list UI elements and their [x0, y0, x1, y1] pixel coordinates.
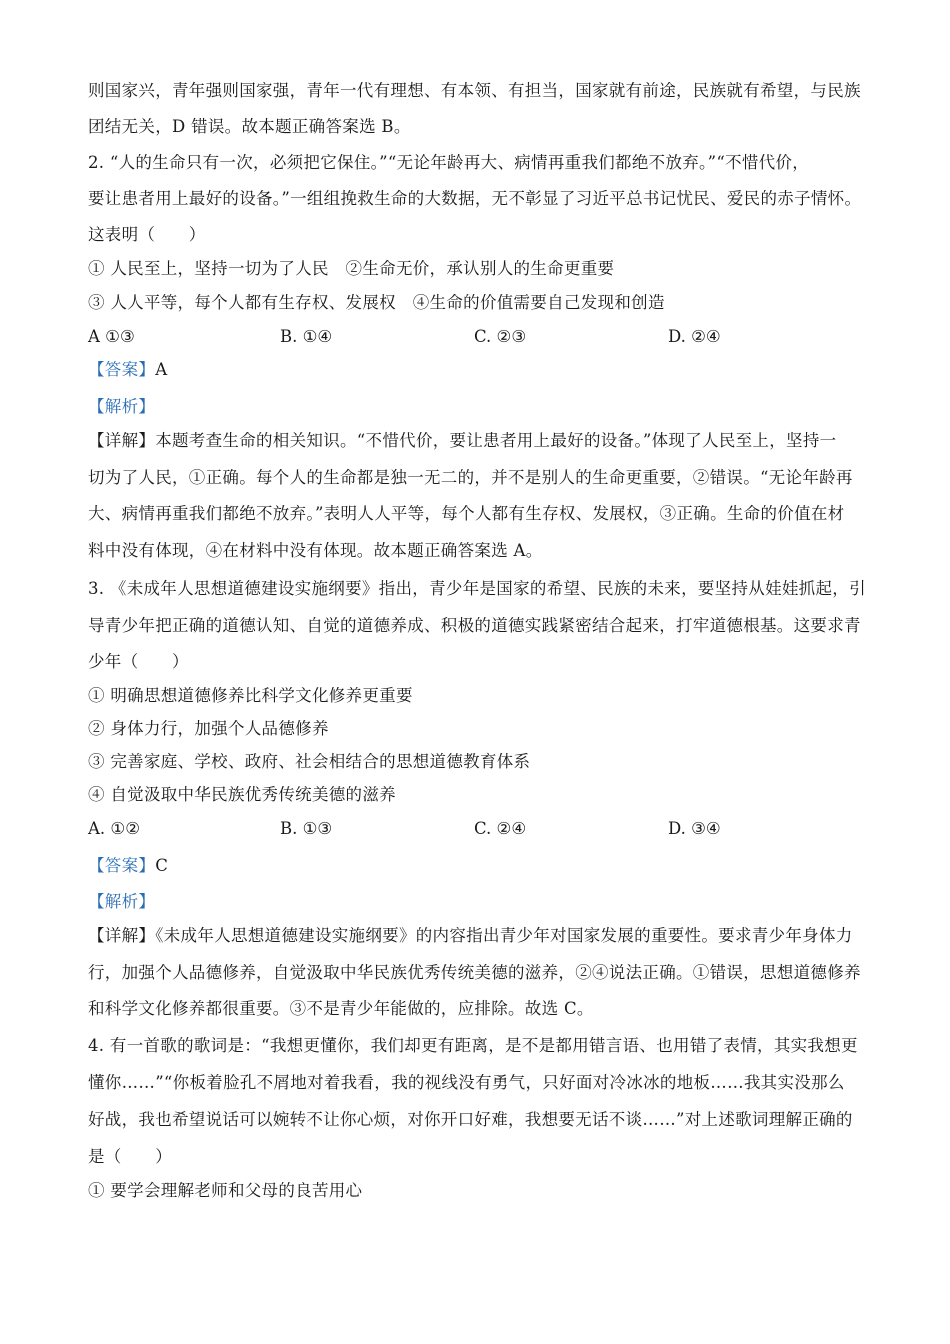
option-a: A. ①② [88, 819, 140, 838]
question-3-options [88, 818, 868, 840]
analysis-tag-line [88, 396, 155, 418]
option-b: B. ①④ [280, 327, 333, 346]
question-2-options [88, 326, 868, 348]
question-2-stem: 2. “人的生命只有一次，必须把它保住。”“无论年龄再大、病情再重我们都绝不放弃。”“不惜代价， [88, 153, 810, 172]
detail-tag: 【详解】 [88, 431, 156, 450]
option-c: C. ②④ [474, 819, 527, 838]
text-line: 好战，我也希望说话可以婉转不让你心烦，对你开口好难，我想要无话不谈……”对上述歌词理解正确的 [88, 1110, 853, 1129]
text-line: 和科学文化修养都很重要。③不是青少年能做的，应排除。故选 C。 [88, 999, 594, 1018]
answer-tag: 【答案】 [88, 360, 156, 379]
statement-line: ① 人民至上，坚持一切为了人民 ②生命无价，承认别人的生命更重要 [88, 259, 615, 278]
statement-line: ① 明确思想道德修养比科学文化修养更重要 [88, 686, 413, 705]
text-line: 团结无关，D 错误。故本题正确答案选 B。 [88, 117, 411, 136]
question-3-stem: 3. 《未成年人思想道德建设实施纲要》指出，青少年是国家的希望、民族的未来，要坚持从娃娃抓起，引 [88, 579, 866, 598]
analysis-tag: 【解析】 [88, 892, 156, 911]
analysis-tag-line [88, 891, 155, 913]
option-a: A ①③ [88, 327, 135, 346]
analysis-tag: 【解析】 [88, 397, 156, 416]
option-b: B. ①③ [280, 819, 333, 838]
text-line: 这表明（ ） [88, 225, 206, 244]
text-line: 是（ ） [88, 1147, 172, 1166]
text-line: 行，加强个人品德修养，自觉汲取中华民族优秀传统美德的滋养，②④说法正确。①错误，思想道德修养 [88, 963, 861, 982]
detail-line [88, 430, 836, 452]
statement-line: ④ 自觉汲取中华民族优秀传统美德的滋养 [88, 785, 396, 804]
text-line: 懂你……”“你板着脸孔不屑地对着我看，我的视线没有勇气，只好面对冷冰冰的地板……我其实没那么 [88, 1073, 845, 1092]
statement-line: ② 身体力行，加强个人品德修养 [88, 719, 329, 738]
text-line: 大、病情再重我们都绝不放弃。”表明人人平等，每个人都有生存权、发展权，③正确。生命的价值在材 [88, 504, 845, 523]
detail-tag: 【详解】 [88, 926, 156, 945]
answer-value: A [155, 360, 168, 379]
text-line: 导青少年把正确的道德认知、自觉的道德养成、积极的道德实践紧密结合起来，打牢道德根基。这要求青 [88, 616, 861, 635]
text-line: 料中没有体现，④在材料中没有体现。故本题正确答案选 A。 [88, 541, 543, 560]
detail-text: 本题考查生命的相关知识。“不惜代价，要让患者用上最好的设备。”体现了人民至上，坚持一 [155, 431, 837, 450]
option-d: D. ②④ [668, 327, 721, 346]
text-line: 则国家兴，青年强则国家强，青年一代有理想、有本领、有担当，国家就有前途，民族就有希望，与民族 [88, 81, 861, 100]
answer-line [88, 359, 167, 381]
option-d: D. ③④ [668, 819, 721, 838]
option-c: C. ②③ [474, 327, 527, 346]
answer-value: C [155, 856, 169, 875]
detail-text: 《未成年人思想道德建设实施纲要》的内容指出青少年对国家发展的重要性。要求青少年身体力 [155, 926, 853, 945]
text-line: 切为了人民，①正确。每个人的生命都是独一无二的，并不是别人的生命更重要，②错误。“无论年龄再 [88, 468, 853, 487]
answer-line [88, 855, 168, 877]
statement-line: ① 要学会理解老师和父母的良苦用心 [88, 1181, 363, 1200]
statement-line: ③ 完善家庭、学校、政府、社会相结合的思想道德教育体系 [88, 752, 531, 771]
statement-line: ③ 人人平等，每个人都有生存权、发展权 ④生命的价值需要自己发现和创造 [88, 293, 665, 312]
question-4-stem: 4. 有一首歌的歌词是：“我想更懂你，我们却更有距离，是不是都用错言语、也用错了表情，其实我想更 [88, 1036, 858, 1055]
text-line: 要让患者用上最好的设备。”一组组挽救生命的大数据，无不彰显了习近平总书记忧民、爱民的赤子情怀。 [88, 189, 862, 208]
detail-line [88, 925, 853, 947]
text-line: 少年（ ） [88, 652, 189, 671]
answer-tag: 【答案】 [88, 856, 156, 875]
